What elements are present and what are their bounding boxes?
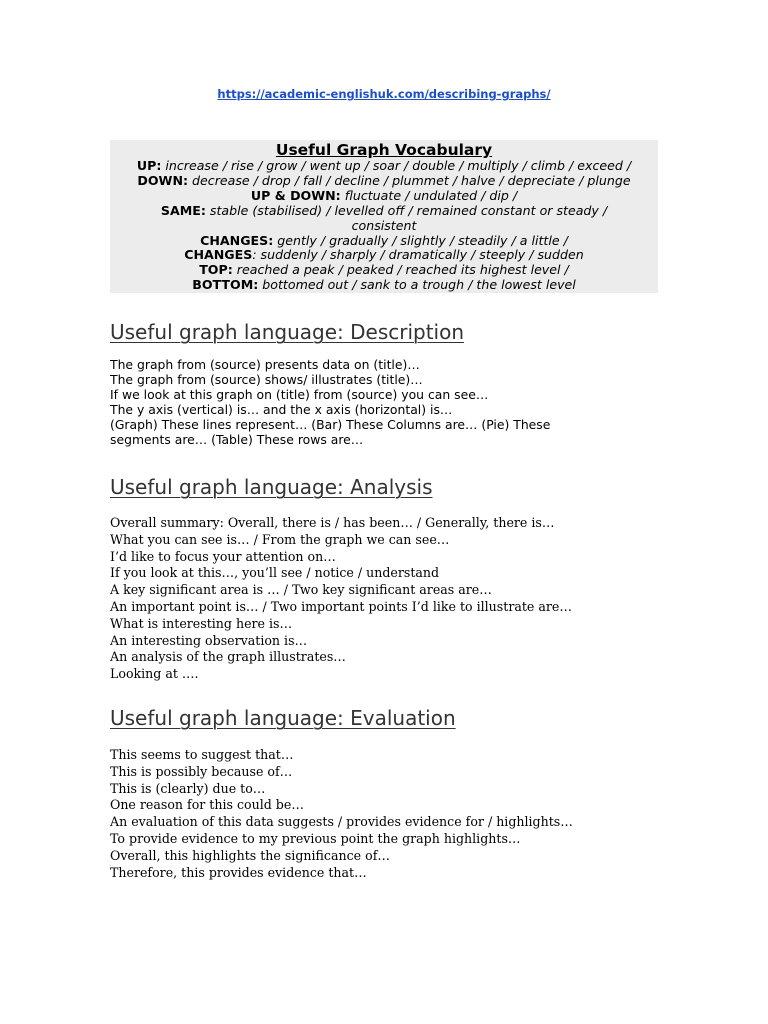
analysis-line: What is interesting here is… (110, 615, 293, 631)
description-body (110, 358, 658, 447)
analysis-body (110, 515, 670, 683)
vocab-line-up: UP: increase / rise / grow / went up / soar / double / multiply / climb / exceed / (136, 158, 632, 173)
vocab-line-up-down: UP & DOWN: fluctuate / undulated / dip / (250, 187, 518, 203)
vocab-line-same: SAME: stable (stabilised) / levelled off / remained constant or steady / (160, 202, 608, 218)
vocab-line-same-cont: consistent (351, 217, 417, 233)
description-heading: Useful graph language: Description (110, 320, 465, 344)
evaluation-line: This seems to suggest that… (110, 747, 294, 762)
analysis-line: I’d like to focus your attention on… (110, 548, 336, 564)
vocabulary-title: Useful Graph Vocabulary (275, 141, 493, 159)
analysis-heading: Useful graph language: Analysis (110, 475, 433, 499)
description-line: The graph from (source) presents data on (title)… (110, 357, 420, 372)
analysis-line: Looking at …. (110, 666, 199, 682)
evaluation-line: This is possibly because of… (110, 763, 293, 779)
analysis-line: What you can see is… / From the graph we can see… (110, 531, 450, 547)
evaluation-heading: Useful graph language: Evaluation (110, 706, 456, 730)
vocabulary-box (110, 140, 658, 293)
evaluation-line: One reason for this could be… (110, 797, 304, 813)
vocab-line-top: TOP: reached a peak / peaked / reached its highest level / (199, 262, 569, 278)
description-line: If we look at this graph on (title) from (source) you can see… (110, 386, 489, 402)
analysis-line: An analysis of the graph illustrates… (110, 649, 346, 665)
analysis-line: If you look at this…, you’ll see / notice / understand (110, 565, 440, 581)
analysis-line: A key significant area is … / Two key significant areas are… (110, 582, 492, 598)
description-line: (Graph) These lines represent… (Bar) These Columns are… (Pie) These (110, 416, 551, 432)
analysis-line: Overall summary: Overall, there is / has been… / Generally, there is… (110, 515, 555, 530)
evaluation-line: Therefore, this provides evidence that… (110, 864, 367, 880)
analysis-line: An important point is… / Two important points I’d like to illustrate are… (110, 598, 572, 614)
description-line: The graph from (source) shows/ illustrates (title)… (110, 371, 423, 387)
description-line: The y axis (vertical) is… and the x axis (horizontal) is… (110, 401, 453, 417)
source-link[interactable]: https://academic-englishuk.com/describing-graphs/ (217, 87, 551, 101)
evaluation-line: An evaluation of this data suggests / provides evidence for / highlights… (110, 814, 573, 830)
vocab-line-changes-gradual: CHANGES: gently / gradually / slightly / steadily / a little / (200, 232, 568, 248)
evaluation-body (110, 747, 670, 881)
evaluation-line: To provide evidence to my previous point the graph highlights… (110, 830, 521, 846)
description-line: segments are… (Table) These rows are… (110, 431, 364, 447)
vocab-line-changes-sudden: CHANGES: suddenly / sharply / dramatically / steeply / sudden (184, 247, 584, 263)
vocabulary-lines (110, 159, 658, 293)
evaluation-line: This is (clearly) due to… (110, 780, 266, 796)
vocab-line-down: DOWN: decrease / drop / fall / decline / plummet / halve / depreciate / plunge (137, 172, 631, 188)
vocab-line-bottom: BOTTOM: bottomed out / sank to a trough / the lowest level (192, 277, 576, 293)
analysis-line: An interesting observation is… (110, 632, 308, 648)
source-url-line (0, 87, 768, 101)
evaluation-line: Overall, this highlights the significance of… (110, 847, 390, 863)
